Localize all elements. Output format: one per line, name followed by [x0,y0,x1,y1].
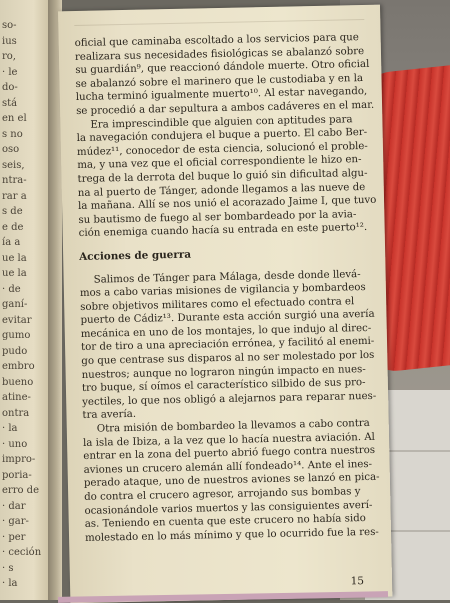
text-line: tra avería. [82,409,137,422]
left-page-fragment: erro de [2,485,39,496]
section-heading: Acciones de guerra [79,248,192,263]
left-page [0,0,48,600]
text-line: la isla de Ibiza, a la vez que lo hacía nuestra aviación. Al [82,431,376,449]
text-line: realizara sus necesidades fisiológicas se abalanzó sobre [74,45,365,63]
left-page-fragment: ro, [2,51,16,62]
text-line: trega de la derrota del buque lo guió sin dificultad algu- [77,167,368,185]
text-line: lucha terminó igualmente muerto¹⁰. Al estar navegando, [75,86,368,104]
text-line: mecánica en uno de los montajes, lo que indujo al direc- [80,322,372,340]
left-page-fragment: ía a [2,237,21,248]
left-page-fragment: · la [2,578,18,589]
left-page-fragment: ganí- [2,299,28,310]
left-page-fragment: ntra- [2,175,27,186]
text-line: Otra misión de bombardeo la llevamos a cabo contra [96,417,370,435]
left-page-fragment: ue la [2,252,27,264]
paragraph-1 [74,31,375,119]
text-line: ocasionándole varios muertos y las consiguientes averí- [84,499,373,517]
text-line: entrar en la zona del puerto abrió fuego contra nuestros [83,445,376,463]
paragraph-3 [79,267,377,423]
text-line: se abalanzó sobre el marinero que le custodiaba y en la [75,72,364,90]
text-line: la mañana. Allí se nos unió el acorazado Jaime I, que tuvo [78,194,377,213]
text-line: ción enemiga cuando hacía su entrada en este puerto¹². [78,222,368,240]
left-page-fragment: oso [2,144,20,155]
text-line: na al puerto de Tánger, adonde llegamos a las nueve de [77,181,366,199]
left-page-fragment: ius [2,35,17,47]
text-line: molestado en lo más mínimo y que lo ocurrido fue la res- [84,526,379,544]
left-page-fragment: atine- [2,392,31,403]
text-line: Salimos de Tánger para Málaga, desde donde llevá- [93,268,361,286]
left-page-fragment: evitar [2,314,32,326]
text-line: yectiles, lo que nos obligó a alejarnos para reparar nues- [82,390,377,408]
left-page-fragment: e de [2,221,24,233]
text-line: se procedió a dar sepultura a ambos cadáveres en el mar. [76,99,375,117]
text-line: Era imprescindible que alguien con aptitudes para [90,113,353,131]
left-page-fragment: pudo [2,345,28,357]
left-page-fragment: s no [2,128,23,140]
left-page-fragment: · ceción [2,547,42,558]
left-page-fragment: · gar- [2,516,29,527]
left-page-fragment: so- [2,20,17,31]
text-line: go que centrase sus disparos al no ser molestado por los [81,349,375,368]
left-page-fragment: seis, [2,159,25,171]
text-line: su guardián⁹, que reaccionó dándole muerte. Otro oficial [75,59,370,77]
left-page-fragment: · uno [2,438,28,450]
left-page-fragment: ue la [2,268,27,279]
left-page-fragment: bueno [2,376,34,388]
text-line: as. Teniendo en cuenta que este crucero no había sido [84,513,366,531]
text-line: aviones un crucero alemán allí fondeado¹⁴. Ante el ines- [83,458,373,476]
left-page-fragment: en el [2,113,27,124]
left-page-fragment: do- [2,82,18,93]
text-line: nuestros; aunque no lograron ningún impacto en nues- [81,363,366,381]
text-line: do contra el crucero agresor, arrojando sus bombas y [84,486,361,503]
page-top-rule [74,19,364,26]
left-page-fragment: stá [2,97,18,109]
book-page [58,5,392,603]
page-text [74,31,380,545]
text-line: oficial que caminaba escoltado a los servicios para que [74,32,359,50]
left-page-fragment: · dar [2,500,26,512]
left-page-fragment: s de [2,206,23,217]
text-line: mos a cabo varias misiones de vigilancia y bombardeos [79,282,366,300]
text-line: puerto de Cádiz¹³. Durante esta acción surgió una avería [80,309,375,327]
left-page-fragment: embro [2,361,35,372]
left-page-fragment: · le [2,66,18,78]
left-page-fragment: · de [2,283,21,295]
text-line: su bautismo de fuego al ser bombardeado por la avia- [78,208,357,226]
text-line: múdez¹¹, conocedor de esta ciencia, solucionó el proble- [76,140,368,158]
text-line: la navegación condujera el buque a puerto. El cabo Ber- [76,127,368,145]
text-line: tro buque, sí oímos el característico silbido de sus pro- [81,377,366,395]
text-line: ma, y una vez que el oficial correspondiente le hizo en- [77,154,362,172]
text-line: tor de tiro a una apreciación errónea, y facilitó al enemi- [80,336,375,354]
text-line: sobre objetivos militares como el efectuado contra el [80,295,355,313]
left-page-fragment: ontra [2,407,30,419]
paragraph-2 [76,113,377,241]
left-page-fragment: · s [2,562,14,574]
left-page-fragment: · la [2,423,18,434]
left-page-fragment: rar a [2,190,27,202]
left-page-fragment: · per [2,531,26,543]
text-line: perado ataque, uno de nuestros aviones se lanzó en pica- [83,472,380,490]
left-page-fragment: poria- [2,469,32,481]
left-page-fragment: impro- [2,454,36,465]
paragraph-4 [82,417,380,545]
page-number: 15 [350,575,365,588]
left-page-fragment: gumo [2,330,31,341]
